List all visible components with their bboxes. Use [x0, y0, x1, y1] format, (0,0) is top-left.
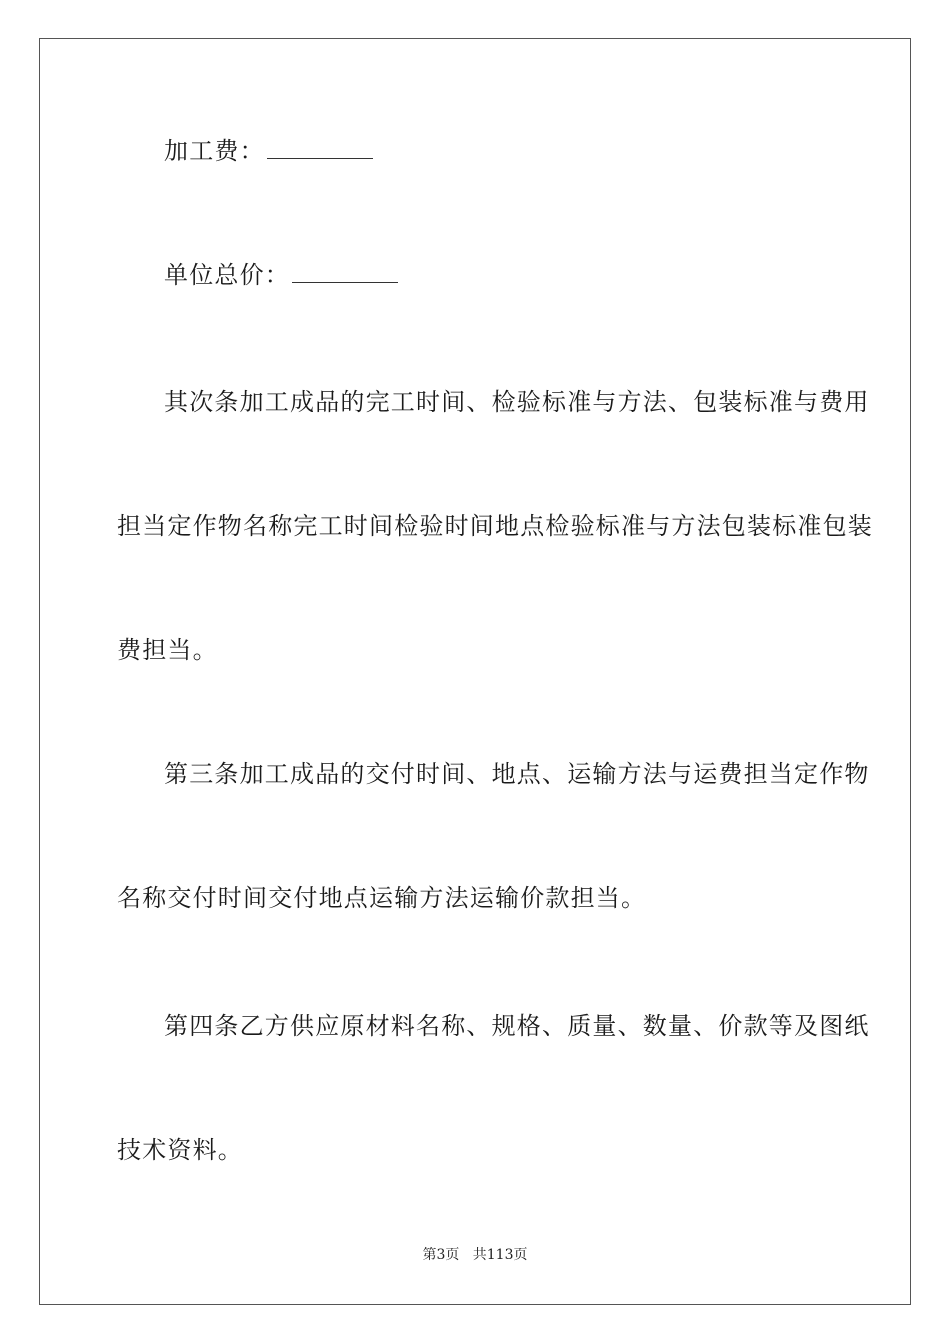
paragraph-line: 第三条加工成品的交付时间、地点、运输方法与运费担当定作物 [164, 760, 870, 788]
page-border [39, 38, 911, 1305]
unit-total-price-blank [292, 260, 398, 283]
paragraph-line: 名称交付时间交付地点运输方法运输价款担当。 [117, 884, 647, 912]
page-footer [0, 1246, 950, 1264]
paragraph-line: 技术资料。 [117, 1136, 243, 1164]
paragraph-line: 担当定作物名称完工时间检验时间地点检验标准与方法包装标准包装 [117, 512, 873, 540]
processing-fee-label: 加工费： [164, 137, 265, 165]
unit-total-price-label: 单位总价： [164, 261, 290, 289]
paragraph-line: 费担当。 [117, 636, 218, 664]
total-pages: 共113页 [472, 1247, 528, 1263]
processing-fee-line [164, 136, 373, 165]
paragraph-line: 第四条乙方供应原材料名称、规格、质量、数量、价款等及图纸 [164, 1012, 870, 1040]
unit-total-price-line [164, 260, 398, 289]
paragraph-line: 其次条加工成品的完工时间、检验标准与方法、包装标准与费用 [164, 388, 870, 416]
page-number: 第3页 [422, 1247, 460, 1263]
processing-fee-blank [267, 136, 373, 159]
